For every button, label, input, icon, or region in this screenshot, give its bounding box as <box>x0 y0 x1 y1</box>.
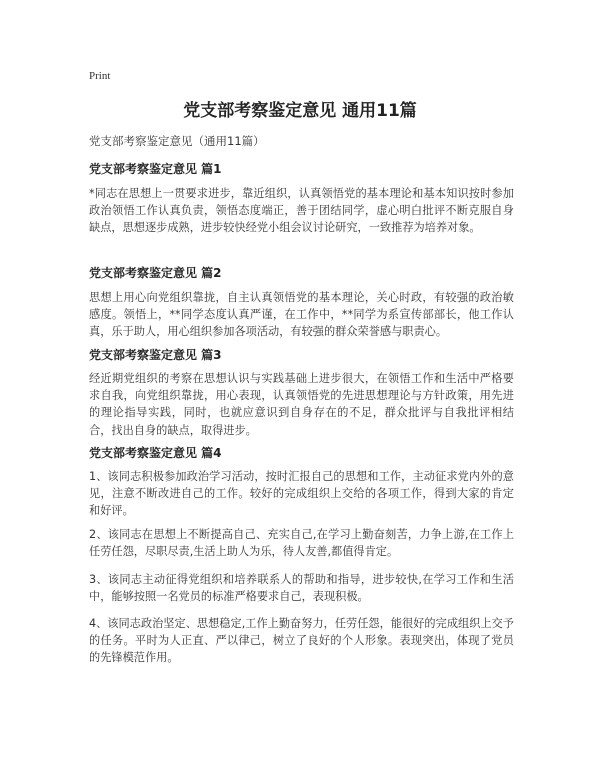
section-heading-2: 党支部考察鉴定意见 篇2 <box>89 266 222 280</box>
section-heading-4: 党支部考察鉴定意见 篇4 <box>89 446 222 460</box>
document-subtitle: 党支部考察鉴定意见（通用11篇） <box>89 134 265 148</box>
section-heading-3: 党支部考察鉴定意见 篇3 <box>89 348 222 362</box>
section-4-paragraph-3: 3、该同志主动征得党组织和培养联系人的帮助和指导，进步较快,在学习工作和生活中，能够按照一名党员的标准严格要求自己，表现积极。 <box>89 573 514 604</box>
section-4-paragraph-1: 1、该同志积极参加政治学习活动，按时汇报自己的思想和工作，主动征求党内外的意见，注意不断改进自己的工作。较好的完成组织上交给的各项工作，得到大家的肯定和好评。 <box>89 470 514 518</box>
section-4-paragraph-2: 2、该同志在思想上不断提高自己、充实自己,在学习上勤奋刻苦，力争上游,在工作上任劳任怨，尽职尽责,生活上助人为乐，待人友善,都值得肯定。 <box>89 528 514 559</box>
section-heading-1: 党支部考察鉴定意见 篇1 <box>89 162 222 176</box>
section-4-paragraph-4: 4、该同志政治坚定、思想稳定,工作上勤奋努力，任劳任怨，能很好的完成组织上交予的任务。平时为人正直、严以律己，树立了良好的个人形象。表现突出，体现了党员的先锋模范作用。 <box>89 617 514 665</box>
page-title: 党支部考察鉴定意见 通用11篇 <box>183 101 417 121</box>
print-label: Print <box>89 70 111 82</box>
section-2-paragraph-1: 思想上用心向党组织靠拢，自主认真领悟党的基本理论，关心时政，有较强的政治敏感度。领悟上，**同学态度认真严谨，在工作中，**同学为系宣传部部长，他工作认真，乐于助人，用心组织参加各项活动，有较强的群众荣誉感与职责心。 <box>89 291 514 339</box>
section-1-paragraph-1: *同志在思想上一贯要求进步，靠近组织，认真领悟党的基本理论和基本知识按时参加政治领悟工作认真负责，领悟态度端正，善于团结同学，虚心明白批评不断克服自身缺点，思想逐步成熟，进步较快经党小组会议讨论研究，一致推荐为培养对象。 <box>89 187 514 235</box>
section-3-paragraph-1: 经近期党组织的考察在思想认识与实践基础上进步很大，在领悟工作和生活中严格要求自我，向党组织靠拢，用心表现，认真领悟党的先进思想理论与方针政策，用先进的理论指导实践，同时，也就应意识到自身存在的不足，群众批评与自我批评相结合，找出自身的缺点，取得进步。 <box>89 372 514 437</box>
